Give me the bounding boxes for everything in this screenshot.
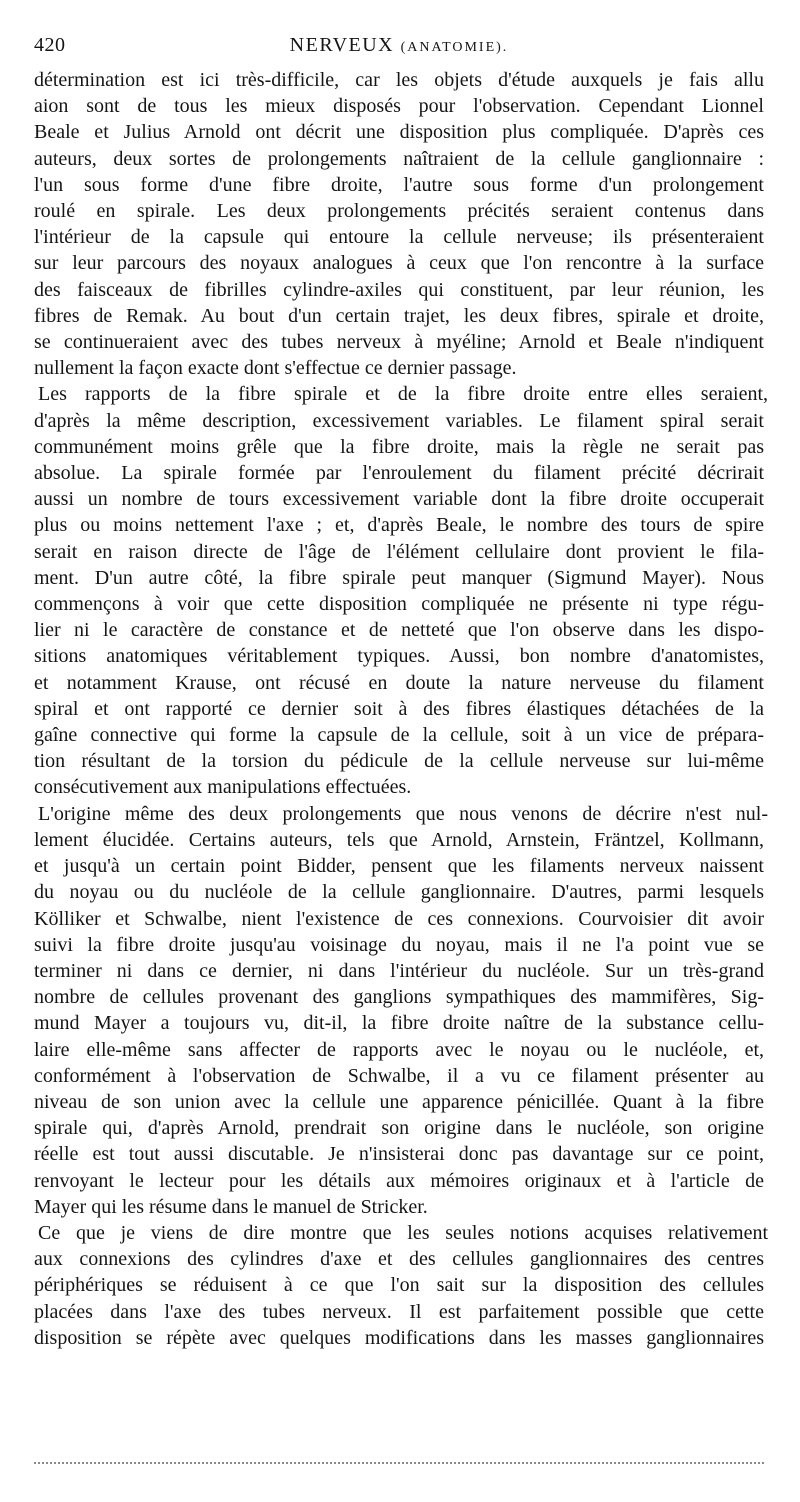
text-line: nullement la façon exacte dont s'effectue ce dernier passage. (34, 357, 517, 380)
text-line: périphériques se réduisent à ce que l'on sait sur la disposition des cellules (34, 1274, 764, 1297)
text-line: l'un sous forme d'une fibre droite, l'autre sous forme d'un prolongement (34, 173, 764, 196)
text-line: et notamment Krause, ont récusé en doute la nature nerveuse du filament (34, 671, 764, 694)
text-line: auteurs, deux sortes de prolongements naîtraient de la cellule ganglionnaire : (34, 147, 764, 170)
text-line: se continueraient avec des tubes nerveux à myéline; Arnold et Beale n'indiquent (34, 331, 764, 354)
body-text (34, 67, 768, 1351)
text-line: nombre de cellules provenant des ganglions sympathiques des mammifères, Sig- (34, 986, 764, 1009)
text-line: disposition se répète avec quelques modifications dans les masses ganglionnaires (34, 1326, 764, 1349)
text-line: Mayer qui les résume dans le manuel de Stricker. (34, 1195, 428, 1218)
text-line: des faisceaux de fibrilles cylindre-axiles qui constituent, par leur réunion, les (34, 278, 764, 301)
text-line: aux connexions des cylindres d'axe et des cellules ganglionnaires des centres (34, 1248, 764, 1271)
paragraph (34, 67, 764, 381)
running-header (34, 30, 764, 60)
footer-dotted-rule (34, 1462, 764, 1464)
text-line: Kölliker et Schwalbe, nient l'existence de ces connexions. Courvoisier dit avoir (34, 907, 764, 930)
text-line: serait en raison directe de l'âge de l'élément cellulaire dont provient le fila- (34, 540, 764, 563)
running-title-subtitle: (ANATOMIE). (400, 40, 509, 55)
text-line: laire elle-même sans affecter de rapports avec le noyau ou le nucléole, et, (34, 1038, 764, 1061)
text-line: communément moins grêle que la fibre droite, mais la règle ne serait pas (34, 435, 764, 458)
text-line: commençons à voir que cette disposition compliquée ne présente ni type régu- (34, 593, 764, 616)
text-line: mund Mayer a toujours vu, dit-il, la fibre droite naître de la substance cellu- (34, 1012, 764, 1035)
paragraph (34, 801, 768, 1220)
text-line: placées dans l'axe des tubes nerveux. Il est parfaitement possible que cette (34, 1300, 764, 1323)
text-line: spiral et ont rapporté ce dernier soit à des fibres élastiques détachées de la (34, 697, 764, 720)
text-line: spirale qui, d'après Arnold, prendrait son origine dans le nucléole, son origine (34, 1117, 764, 1140)
text-line: aussi un nombre de tours excessivement variable dont la fibre droite occuperait (34, 488, 764, 511)
text-line: et jusqu'à un certain point Bidder, pensent que les filaments nerveux naissent (34, 855, 764, 878)
text-line: ment. D'un autre côté, la fibre spirale peut manquer (Sigmund Mayer). Nous (34, 566, 764, 589)
text-line: fibres de Remak. Au bout d'un certain trajet, les deux fibres, spirale et droite, (34, 304, 764, 327)
text-line: sur leur parcours des noyaux analogues à ceux que l'on rencontre à la surface (34, 252, 764, 275)
text-line: niveau de son union avec la cellule une apparence pénicillée. Quant à la fibre (34, 1090, 764, 1113)
text-line: renvoyant le lecteur pour les détails aux mémoires originaux et à l'article de (34, 1169, 764, 1192)
text-line: lier ni le caractère de constance et de netteté que l'on observe dans les dispo- (34, 619, 764, 642)
text-line: d'après la même description, excessivement variables. Le filament spiral serait (34, 409, 764, 432)
text-line: réelle est tout aussi discutable. Je n'insisterai donc pas davantage sur ce point, (34, 1143, 764, 1166)
text-line: Les rapports de la fibre spirale et de la fibre droite entre elles seraient, (38, 383, 768, 406)
text-line: conformément à l'observation de Schwalbe, il a vu ce filament présenter au (34, 1064, 764, 1087)
text-line: absolue. La spirale formée par l'enroulement du filament précité décrirait (34, 462, 764, 485)
running-title-main: NERVEUX (289, 34, 395, 56)
text-line: sitions anatomiques véritablement typiques. Aussi, bon nombre d'anatomistes, (34, 645, 764, 668)
text-line: l'intérieur de la capsule qui entoure la cellule nerveuse; ils présenteraient (34, 226, 764, 249)
text-line: Ce que je viens de dire montre que les seules notions acquises relativement (38, 1221, 768, 1244)
text-line: consécutivement aux manipulations effectuées. (34, 776, 412, 799)
text-line: plus ou moins nettement l'axe ; et, d'après Beale, le nombre des tours de spire (34, 514, 764, 537)
running-title (34, 30, 764, 63)
text-line: du noyau ou du nucléole de la cellule ganglionnaire. D'autres, parmi lesquels (34, 881, 764, 904)
text-line: lement élucidée. Certains auteurs, tels que Arnold, Arnstein, Fräntzel, Kollmann, (34, 828, 764, 851)
text-line: détermination est ici très-difficile, car les objets d'étude auxquels je fais allu (34, 69, 764, 91)
text-line: roulé en spirale. Les deux prolongements précités seraient contenus dans (34, 200, 764, 223)
paragraph (34, 381, 768, 800)
page-number: 420 (34, 34, 66, 56)
text-line: Beale et Julius Arnold ont décrit une disposition plus compliquée. D'après ces (34, 121, 764, 144)
text-line: suivi la fibre droite jusqu'au voisinage du noyau, mais il ne l'a point vue se (34, 933, 764, 956)
paragraph (34, 1220, 768, 1351)
text-line: tion résultant de la torsion du pédicule de la cellule nerveuse sur lui-même (34, 750, 764, 773)
text-line: L'origine même des deux prolongements que nous venons de décrire n'est nul- (38, 802, 768, 825)
text-line: gaîne connective qui forme la capsule de la cellule, soit à un vice de prépara- (34, 724, 764, 747)
text-line: aion sont de tous les mieux disposés pour l'observation. Cependant Lionnel (34, 95, 764, 118)
text-line: terminer ni dans ce dernier, ni dans l'intérieur du nucléole. Sur un très-grand (34, 959, 764, 982)
